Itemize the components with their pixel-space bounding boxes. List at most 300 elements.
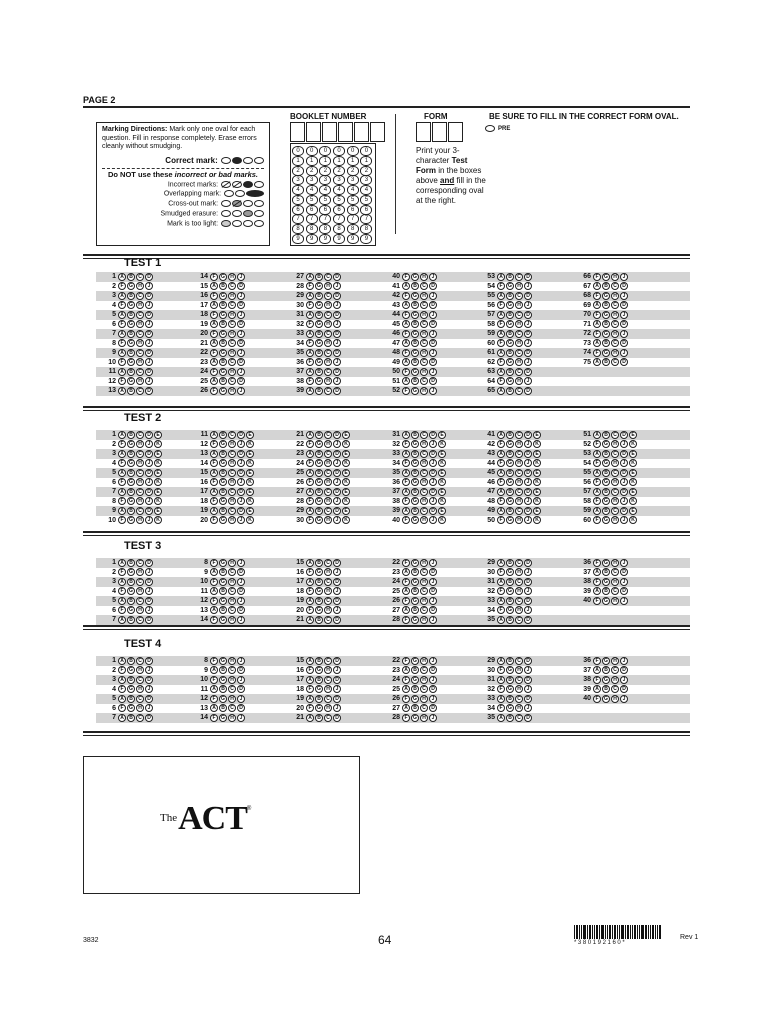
answer-bubble[interactable]: C [420,488,428,496]
booklet-digit-box[interactable] [370,122,385,142]
answer-bubble[interactable]: J [620,597,628,605]
answer-bubble[interactable]: F [402,597,410,605]
answer-bubble[interactable]: C [611,282,619,290]
answer-bubble[interactable]: H [420,657,428,665]
answer-bubble[interactable]: B [315,469,323,477]
answer-bubble[interactable]: B [127,330,135,338]
answer-bubble[interactable]: G [127,497,135,505]
answer-bubble[interactable]: B [219,507,227,515]
answer-bubble[interactable]: J [145,666,153,674]
answer-bubble[interactable]: F [497,516,505,524]
answer-bubble[interactable]: C [324,714,332,722]
answer-bubble[interactable]: C [228,568,236,576]
answer-bubble[interactable]: D [429,666,437,674]
answer-bubble[interactable]: J [429,273,437,281]
answer-bubble[interactable]: G [219,695,227,703]
answer-bubble[interactable]: A [593,450,601,458]
answer-bubble[interactable]: D [429,377,437,385]
answer-bubble[interactable]: A [118,676,126,684]
answer-bubble[interactable]: B [219,685,227,693]
pre-form-option[interactable] [485,125,510,132]
answer-bubble[interactable]: C [228,301,236,309]
answer-bubble[interactable]: J [237,695,245,703]
answer-bubble[interactable]: B [127,387,135,395]
answer-bubble[interactable]: C [324,616,332,624]
answer-bubble[interactable]: H [228,292,236,300]
answer-bubble[interactable]: F [210,311,218,319]
answer-bubble[interactable]: B [602,339,610,347]
answer-bubble[interactable]: B [127,507,135,515]
answer-bubble[interactable]: A [497,349,505,357]
booklet-digit-oval[interactable]: 2 [292,166,304,176]
answer-bubble[interactable]: H [515,358,523,366]
answer-bubble[interactable]: D [524,616,532,624]
answer-bubble[interactable]: G [411,578,419,586]
answer-bubble[interactable]: D [524,469,532,477]
booklet-digit-oval[interactable]: 3 [292,175,304,185]
answer-bubble[interactable]: J [145,587,153,595]
answer-bubble[interactable]: B [315,507,323,515]
answer-bubble[interactable]: F [210,330,218,338]
answer-bubble[interactable]: D [333,330,341,338]
answer-bubble[interactable]: G [219,676,227,684]
answer-bubble[interactable]: G [315,478,323,486]
answer-bubble[interactable]: A [118,616,126,624]
booklet-digit-oval[interactable]: 7 [360,214,372,224]
answer-bubble[interactable]: B [315,431,323,439]
answer-bubble[interactable]: A [497,368,505,376]
answer-bubble[interactable]: J [429,478,437,486]
answer-bubble[interactable]: K [438,459,446,467]
answer-bubble[interactable]: C [515,657,523,665]
answer-bubble[interactable]: C [324,657,332,665]
answer-bubble[interactable]: B [411,704,419,712]
booklet-digit-oval[interactable]: 9 [347,234,359,244]
answer-bubble[interactable]: K [533,440,541,448]
booklet-digit-oval[interactable]: 0 [347,146,359,156]
answer-bubble[interactable]: H [136,568,144,576]
answer-bubble[interactable]: D [333,657,341,665]
answer-bubble[interactable]: H [611,459,619,467]
answer-bubble[interactable]: F [306,339,314,347]
answer-bubble[interactable]: D [620,431,628,439]
answer-bubble[interactable]: J [524,440,532,448]
answer-bubble[interactable]: C [420,507,428,515]
answer-bubble[interactable]: B [506,616,514,624]
answer-bubble[interactable]: J [524,666,532,674]
answer-bubble[interactable]: B [602,507,610,515]
answer-bubble[interactable]: G [315,339,323,347]
answer-bubble[interactable]: B [602,282,610,290]
answer-bubble[interactable]: D [620,358,628,366]
answer-bubble[interactable]: C [324,597,332,605]
answer-bubble[interactable]: H [228,440,236,448]
answer-bubble[interactable]: C [136,714,144,722]
answer-bubble[interactable]: C [136,273,144,281]
answer-bubble[interactable]: F [593,311,601,319]
answer-bubble[interactable]: C [136,311,144,319]
answer-bubble[interactable]: G [315,282,323,290]
answer-bubble[interactable]: J [237,330,245,338]
booklet-digit-oval[interactable]: 3 [360,175,372,185]
answer-bubble[interactable]: J [237,292,245,300]
answer-bubble[interactable]: J [429,330,437,338]
booklet-digit-oval[interactable]: 8 [333,224,345,234]
answer-bubble[interactable]: J [524,497,532,505]
answer-bubble[interactable]: H [324,339,332,347]
answer-bubble[interactable]: C [515,450,523,458]
answer-bubble[interactable]: C [611,685,619,693]
answer-bubble[interactable]: G [315,606,323,614]
answer-bubble[interactable]: G [315,497,323,505]
answer-bubble[interactable]: C [136,657,144,665]
answer-bubble[interactable]: D [620,339,628,347]
answer-bubble[interactable]: A [306,507,314,515]
answer-bubble[interactable]: A [497,657,505,665]
answer-bubble[interactable]: A [118,695,126,703]
answer-bubble[interactable]: G [127,339,135,347]
answer-bubble[interactable]: C [515,311,523,319]
answer-bubble[interactable]: C [228,377,236,385]
answer-bubble[interactable]: K [342,478,350,486]
answer-bubble[interactable]: A [210,488,218,496]
answer-bubble[interactable]: C [515,714,523,722]
answer-bubble[interactable]: G [602,578,610,586]
answer-bubble[interactable]: A [497,330,505,338]
answer-bubble[interactable]: D [429,358,437,366]
answer-bubble[interactable]: D [145,507,153,515]
answer-bubble[interactable]: C [515,349,523,357]
answer-bubble[interactable]: E [438,450,446,458]
answer-bubble[interactable]: D [429,568,437,576]
answer-bubble[interactable]: A [306,559,314,567]
answer-bubble[interactable]: H [228,657,236,665]
answer-bubble[interactable]: A [118,368,126,376]
answer-bubble[interactable]: F [497,440,505,448]
answer-bubble[interactable]: H [228,273,236,281]
answer-bubble[interactable]: A [306,695,314,703]
answer-bubble[interactable]: G [127,320,135,328]
answer-bubble[interactable]: D [145,368,153,376]
answer-bubble[interactable]: D [237,704,245,712]
answer-bubble[interactable]: A [118,559,126,567]
answer-bubble[interactable]: D [333,469,341,477]
answer-bubble[interactable]: G [411,440,419,448]
answer-bubble[interactable]: C [228,450,236,458]
answer-bubble[interactable]: F [210,516,218,524]
answer-bubble[interactable]: E [438,488,446,496]
answer-bubble[interactable]: E [154,469,162,477]
answer-bubble[interactable]: C [324,676,332,684]
answer-bubble[interactable]: J [145,685,153,693]
answer-bubble[interactable]: F [306,587,314,595]
answer-bubble[interactable]: J [145,320,153,328]
answer-bubble[interactable]: D [145,349,153,357]
answer-bubble[interactable]: J [429,292,437,300]
answer-bubble[interactable]: H [515,606,523,614]
answer-bubble[interactable]: K [246,440,254,448]
answer-bubble[interactable]: A [118,292,126,300]
answer-bubble[interactable]: J [524,606,532,614]
answer-bubble[interactable]: G [411,616,419,624]
answer-bubble[interactable]: D [333,488,341,496]
answer-bubble[interactable]: G [219,440,227,448]
answer-bubble[interactable]: C [324,292,332,300]
answer-bubble[interactable]: A [118,488,126,496]
answer-bubble[interactable]: E [342,507,350,515]
answer-bubble[interactable]: D [145,469,153,477]
answer-bubble[interactable]: G [127,459,135,467]
answer-bubble[interactable]: F [402,578,410,586]
answer-bubble[interactable]: A [210,704,218,712]
answer-bubble[interactable]: B [506,676,514,684]
answer-bubble[interactable]: G [506,704,514,712]
booklet-digit-oval[interactable]: 5 [333,195,345,205]
answer-bubble[interactable]: A [210,339,218,347]
answer-bubble[interactable]: A [306,714,314,722]
answer-bubble[interactable]: F [593,440,601,448]
booklet-digit-oval[interactable]: 0 [292,146,304,156]
answer-bubble[interactable]: J [333,685,341,693]
answer-bubble[interactable]: F [497,568,505,576]
answer-bubble[interactable]: G [602,516,610,524]
answer-bubble[interactable]: G [602,440,610,448]
answer-bubble[interactable]: D [145,578,153,586]
answer-bubble[interactable]: H [228,578,236,586]
answer-bubble[interactable]: G [127,704,135,712]
answer-bubble[interactable]: B [411,685,419,693]
booklet-digit-oval[interactable]: 8 [306,224,318,234]
answer-bubble[interactable]: J [620,516,628,524]
answer-bubble[interactable]: J [333,478,341,486]
booklet-digit-box[interactable] [306,122,321,142]
answer-bubble[interactable]: H [136,704,144,712]
answer-bubble[interactable]: C [228,358,236,366]
answer-bubble[interactable]: D [237,358,245,366]
answer-bubble[interactable]: B [127,676,135,684]
answer-bubble[interactable]: J [145,606,153,614]
answer-bubble[interactable]: J [429,349,437,357]
answer-bubble[interactable]: E [154,450,162,458]
answer-bubble[interactable]: A [306,431,314,439]
answer-bubble[interactable]: B [127,431,135,439]
answer-bubble[interactable]: D [333,450,341,458]
answer-bubble[interactable]: F [118,666,126,674]
answer-bubble[interactable]: J [333,339,341,347]
answer-bubble[interactable]: D [429,469,437,477]
answer-bubble[interactable]: G [411,695,419,703]
answer-bubble[interactable]: H [515,301,523,309]
answer-bubble[interactable]: A [402,685,410,693]
answer-bubble[interactable]: B [127,273,135,281]
answer-bubble[interactable]: B [506,507,514,515]
answer-bubble[interactable]: C [324,349,332,357]
answer-bubble[interactable]: G [602,459,610,467]
answer-bubble[interactable]: H [324,358,332,366]
booklet-digit-oval[interactable]: 6 [347,205,359,215]
answer-bubble[interactable]: G [127,685,135,693]
answer-bubble[interactable]: J [429,368,437,376]
answer-bubble[interactable]: J [333,301,341,309]
answer-bubble[interactable]: C [420,568,428,576]
answer-bubble[interactable]: A [118,657,126,665]
answer-bubble[interactable]: C [136,330,144,338]
answer-bubble[interactable]: H [611,273,619,281]
answer-bubble[interactable]: G [506,478,514,486]
answer-bubble[interactable]: H [324,282,332,290]
answer-bubble[interactable]: A [118,349,126,357]
answer-bubble[interactable]: J [237,349,245,357]
answer-bubble[interactable]: E [342,488,350,496]
answer-bubble[interactable]: C [228,339,236,347]
answer-bubble[interactable]: K [629,497,637,505]
answer-bubble[interactable]: B [315,387,323,395]
answer-bubble[interactable]: D [333,349,341,357]
answer-bubble[interactable]: B [315,597,323,605]
booklet-digit-oval[interactable]: 2 [306,166,318,176]
answer-bubble[interactable]: K [438,497,446,505]
answer-bubble[interactable]: H [515,685,523,693]
answer-bubble[interactable]: B [602,301,610,309]
answer-bubble[interactable]: D [237,666,245,674]
answer-bubble[interactable]: F [402,616,410,624]
answer-bubble[interactable]: C [611,587,619,595]
answer-bubble[interactable]: E [533,450,541,458]
answer-bubble[interactable]: D [524,431,532,439]
answer-bubble[interactable]: G [127,282,135,290]
answer-bubble[interactable]: H [228,695,236,703]
answer-bubble[interactable]: J [429,440,437,448]
answer-bubble[interactable]: J [429,676,437,684]
answer-bubble[interactable]: D [429,282,437,290]
answer-bubble[interactable]: H [515,497,523,505]
answer-bubble[interactable]: D [237,431,245,439]
form-char-box[interactable] [416,122,431,142]
answer-bubble[interactable]: H [515,339,523,347]
answer-bubble[interactable]: D [620,469,628,477]
answer-bubble[interactable]: A [593,685,601,693]
answer-bubble[interactable]: C [611,301,619,309]
answer-bubble[interactable]: H [228,516,236,524]
answer-bubble[interactable]: H [136,606,144,614]
answer-bubble[interactable]: G [602,676,610,684]
answer-bubble[interactable]: E [629,431,637,439]
answer-bubble[interactable]: B [219,704,227,712]
answer-bubble[interactable]: J [620,676,628,684]
answer-bubble[interactable]: H [228,330,236,338]
answer-bubble[interactable]: J [333,320,341,328]
answer-bubble[interactable]: J [145,282,153,290]
answer-bubble[interactable]: F [402,387,410,395]
answer-bubble[interactable]: B [219,301,227,309]
answer-bubble[interactable]: F [306,568,314,576]
answer-bubble[interactable]: F [210,657,218,665]
answer-bubble[interactable]: H [228,597,236,605]
answer-bubble[interactable]: H [515,587,523,595]
booklet-digit-oval[interactable]: 2 [333,166,345,176]
answer-bubble[interactable]: C [324,559,332,567]
answer-bubble[interactable]: D [620,507,628,515]
answer-bubble[interactable]: F [306,282,314,290]
answer-bubble[interactable]: G [127,301,135,309]
answer-bubble[interactable]: J [145,497,153,505]
answer-bubble[interactable]: B [219,450,227,458]
answer-bubble[interactable]: A [402,507,410,515]
booklet-digit-oval[interactable]: 4 [319,185,331,195]
booklet-digit-box[interactable] [290,122,305,142]
answer-bubble[interactable]: C [228,666,236,674]
answer-bubble[interactable]: G [219,368,227,376]
answer-bubble[interactable]: B [127,368,135,376]
answer-bubble[interactable]: J [237,459,245,467]
answer-bubble[interactable]: G [315,685,323,693]
booklet-digit-oval[interactable]: 3 [319,175,331,185]
answer-bubble[interactable]: B [506,330,514,338]
answer-bubble[interactable]: F [593,292,601,300]
answer-bubble[interactable]: B [315,714,323,722]
answer-bubble[interactable]: C [136,368,144,376]
answer-bubble[interactable]: A [210,587,218,595]
booklet-digit-oval[interactable]: 0 [306,146,318,156]
answer-bubble[interactable]: A [402,568,410,576]
answer-bubble[interactable]: G [602,657,610,665]
answer-bubble[interactable]: H [324,568,332,576]
answer-bubble[interactable]: C [324,387,332,395]
answer-bubble[interactable]: D [333,616,341,624]
answer-bubble[interactable]: A [118,431,126,439]
answer-bubble[interactable]: F [210,273,218,281]
answer-bubble[interactable]: H [515,568,523,576]
answer-bubble[interactable]: C [420,339,428,347]
answer-bubble[interactable]: F [402,459,410,467]
answer-bubble[interactable]: H [228,714,236,722]
booklet-digit-oval[interactable]: 5 [306,195,318,205]
answer-bubble[interactable]: B [411,488,419,496]
answer-bubble[interactable]: G [602,695,610,703]
answer-bubble[interactable]: J [237,657,245,665]
answer-bubble[interactable]: A [402,431,410,439]
answer-bubble[interactable]: G [506,282,514,290]
answer-bubble[interactable]: K [154,497,162,505]
answer-bubble[interactable]: A [210,301,218,309]
answer-bubble[interactable]: F [306,516,314,524]
answer-bubble[interactable]: H [420,273,428,281]
answer-bubble[interactable]: G [219,330,227,338]
answer-bubble[interactable]: J [333,516,341,524]
answer-bubble[interactable]: K [154,516,162,524]
answer-bubble[interactable]: G [506,587,514,595]
answer-bubble[interactable]: G [219,349,227,357]
answer-bubble[interactable]: G [127,606,135,614]
answer-bubble[interactable]: A [593,358,601,366]
answer-bubble[interactable]: G [411,597,419,605]
answer-bubble[interactable]: J [429,497,437,505]
answer-bubble[interactable]: C [515,507,523,515]
answer-bubble[interactable]: J [237,516,245,524]
answer-bubble[interactable]: F [497,478,505,486]
answer-bubble[interactable]: J [620,695,628,703]
answer-bubble[interactable]: H [136,666,144,674]
answer-bubble[interactable]: J [145,339,153,347]
answer-bubble[interactable]: D [429,587,437,595]
answer-bubble[interactable]: G [127,666,135,674]
booklet-digit-oval[interactable]: 9 [333,234,345,244]
answer-bubble[interactable]: A [306,387,314,395]
answer-bubble[interactable]: A [497,311,505,319]
answer-bubble[interactable]: H [136,478,144,486]
answer-bubble[interactable]: H [611,559,619,567]
answer-bubble[interactable]: D [145,450,153,458]
